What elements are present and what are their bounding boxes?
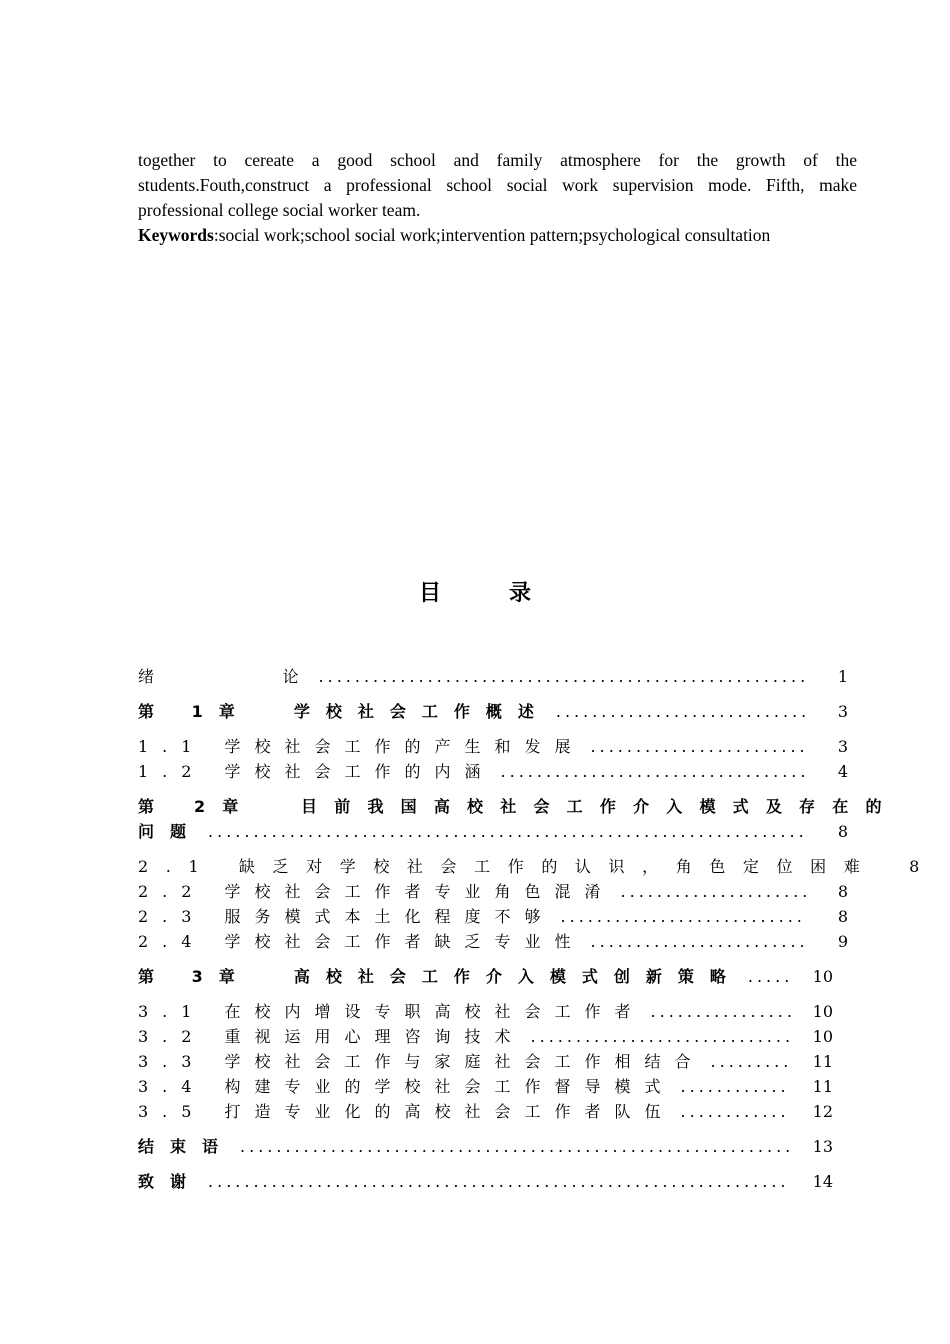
toc-entry-text: 第 1章 学校社会工作概述 <box>138 702 550 721</box>
toc-entry-section-1-2[interactable] <box>138 759 848 784</box>
toc-entry-section-3-3[interactable] <box>138 1049 833 1074</box>
abstract-line: students.Fouth,construct a professional school social work supervision mode. Fifth, make <box>138 175 857 195</box>
toc-page-number: 3 <box>837 737 848 756</box>
toc-entry-section-3-5[interactable] <box>138 1099 833 1124</box>
toc-leader-dots <box>705 1049 791 1074</box>
toc-entry-section-3-4[interactable] <box>138 1074 833 1099</box>
toc-entry-chapter-1[interactable] <box>138 699 848 724</box>
toc-entry-intro[interactable] <box>138 664 848 689</box>
toc-entry-text: 问题 <box>138 822 203 841</box>
toc-entry-acknowledgements[interactable] <box>138 1169 833 1194</box>
toc-leader-dots <box>615 879 806 904</box>
toc-entry-chapter-2[interactable] <box>138 794 899 819</box>
toc-leader-dots <box>742 964 791 989</box>
toc-entry-chapter-3[interactable] <box>138 964 833 989</box>
toc-leader-dots <box>495 759 806 784</box>
toc-leader-dots <box>645 999 791 1024</box>
toc-entry-section-2-1[interactable] <box>138 854 920 879</box>
toc-leader-dots <box>202 819 806 844</box>
toc-entry-section-3-1[interactable] <box>138 999 833 1024</box>
keywords-text: :social work;school social work;intervention pattern;psychological consultation <box>213 225 771 245</box>
toc-page-number: 10 <box>812 967 833 986</box>
toc-page-number: 4 <box>837 762 848 781</box>
toc-leader-dots <box>675 1074 791 1099</box>
toc-entry-chapter-2-cont[interactable] <box>138 819 848 844</box>
toc-entry-text: 3.1 在校内增设专职高校社会工作者 <box>138 1002 645 1021</box>
toc-page-number: 1 <box>837 667 848 686</box>
toc-page-number: 8 <box>837 822 848 841</box>
toc-entry-conclusion[interactable] <box>138 1134 833 1159</box>
toc-page-number: 8 <box>837 907 848 926</box>
toc-entry-text: 第 3章 高校社会工作介入模式创新策略 <box>138 967 742 986</box>
toc-entry-text: 3.4 构建专业的学校社会工作督导模式 <box>138 1077 675 1096</box>
toc-entry-text: 2.4 学校社会工作者缺乏专业性 <box>138 932 585 951</box>
toc-entry-section-1-1[interactable] <box>138 734 848 759</box>
toc-leader-dots <box>525 1024 791 1049</box>
toc-title: 目录 <box>418 581 599 606</box>
toc-page-number: 10 <box>812 1027 833 1046</box>
toc-leader-dots <box>313 664 806 689</box>
toc-leader-dots <box>234 1134 791 1159</box>
keywords-label: Keywords <box>138 225 214 245</box>
toc-entry-text: 3.5 打造专业化的高校社会工作者队伍 <box>138 1102 675 1121</box>
toc-entry-text: 2.1 缺乏对学校社会工作的认识，角色定位困难 <box>138 857 878 876</box>
toc-page-number: 8 <box>909 857 920 876</box>
toc-page-number: 8 <box>837 882 848 901</box>
toc-entry-text: 致谢 <box>138 1172 203 1191</box>
toc-leader-dots <box>550 699 806 724</box>
toc-entry-text: 第 2章 目前我国高校社会工作介入模式及存在的 <box>138 797 899 816</box>
toc-page-number: 14 <box>812 1172 833 1191</box>
toc-page-number: 10 <box>812 1002 833 1021</box>
toc-entry-text: 结束语 <box>138 1137 235 1156</box>
toc-leader-dots <box>585 734 806 759</box>
toc-page-number: 3 <box>837 702 848 721</box>
table-of-contents <box>138 664 920 1194</box>
toc-entry-text: 3.3 学校社会工作与家庭社会工作相结合 <box>138 1052 705 1071</box>
toc-entry-text: 3.2 重视运用心理咨询技术 <box>138 1027 525 1046</box>
abstract-section <box>138 148 857 248</box>
toc-page-number: 9 <box>837 932 848 951</box>
toc-entry-text: 绪 论 <box>138 667 313 686</box>
toc-entry-text: 2.3 服务模式本土化程度不够 <box>138 907 555 926</box>
toc-entry-text: 1.2 学校社会工作的内涵 <box>138 762 495 781</box>
abstract-line: together to cereate a good school and family atmosphere for the growth of the <box>138 150 857 170</box>
toc-entry-section-2-4[interactable] <box>138 929 848 954</box>
toc-entry-text: 2.2 学校社会工作者专业角色混淆 <box>138 882 615 901</box>
toc-page-number: 13 <box>812 1137 833 1156</box>
toc-page-number: 12 <box>812 1102 833 1121</box>
keywords-line <box>138 223 857 248</box>
toc-entry-text: 1.1 学校社会工作的产生和发展 <box>138 737 585 756</box>
toc-entry-section-3-2[interactable] <box>138 1024 833 1049</box>
toc-entry-section-2-3[interactable] <box>138 904 848 929</box>
toc-leader-dots <box>202 1169 791 1194</box>
toc-page-number: 11 <box>812 1077 833 1096</box>
toc-leader-dots <box>555 904 806 929</box>
toc-leader-dots <box>675 1099 791 1124</box>
toc-page-number: 11 <box>812 1052 833 1071</box>
toc-leader-dots <box>585 929 806 954</box>
abstract-line: professional college social worker team. <box>138 200 421 220</box>
toc-entry-section-2-2[interactable] <box>138 879 848 904</box>
